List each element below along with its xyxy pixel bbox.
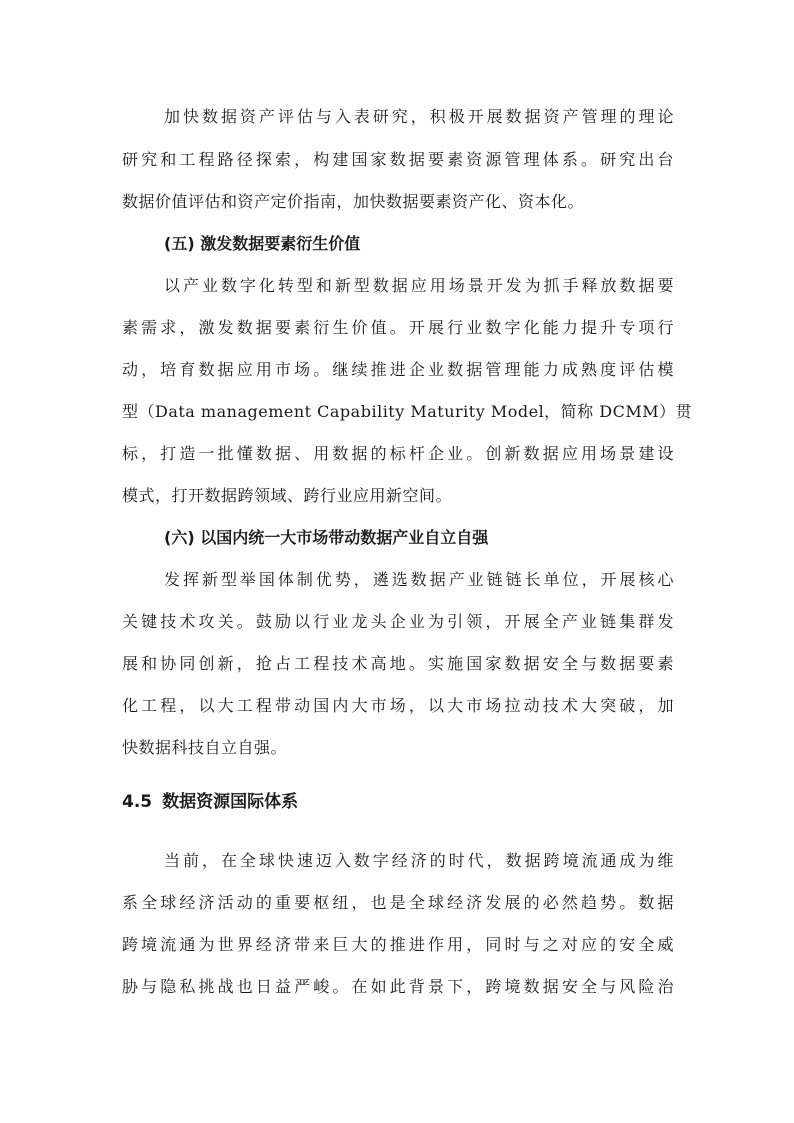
paragraph-3-line-3: 展和协同创新，抢占工程技术高地。实施国家数据安全与数据要素	[122, 654, 674, 673]
subsection-heading-5: (五) 激发数据要素衍生价值	[164, 234, 361, 253]
paragraph-4-line-3: 跨境流通为世界经济带来巨大的推进作用，同时与之对应的安全威	[122, 935, 674, 954]
paragraph-4-line-4: 胁与隐私挑战也日益严峻。在如此背景下，跨境数据安全与风险治	[122, 977, 674, 996]
paragraph-4-line-1: 当前，在全球快速迈入数字经济的时代，数据跨境流通成为维	[164, 851, 674, 870]
paragraph-2-line-2: 素需求，激发数据要素衍生价值。开展行业数字化能力提升专项行	[122, 318, 674, 337]
paragraph-4-line-2: 系全球经济活动的重要枢纽，也是全球经济发展的必然趋势。数据	[122, 893, 674, 912]
paragraph-2-line-3: 动，培育数据应用市场。继续推进企业数据管理能力成熟度评估模	[122, 360, 674, 379]
paragraph-1-line-1: 加快数据资产评估与入表研究，积极开展数据资产管理的理论	[164, 107, 674, 126]
section-heading-4-5	[122, 787, 298, 817]
paragraph-1-line-2: 研究和工程路径探索，构建国家数据要素资源管理体系。研究出台	[122, 150, 674, 169]
section-title: 数据资源国际体系	[162, 792, 299, 812]
paragraph-2-line-6: 模式，打开数据跨领域、跨行业应用新空间。	[122, 486, 453, 505]
paragraph-3-line-2: 关键技术攻关。鼓励以行业龙头企业为引领，开展全产业链集群发	[122, 612, 674, 631]
paragraph-3-line-5: 快数据科技自立自强。	[122, 738, 288, 757]
paragraph-2-line-5: 标，打造一批懂数据、用数据的标杆企业。创新数据应用场景建设	[122, 444, 674, 463]
paragraph-2-line-4: 型（Data management Capability Maturity Model，简称 DCMM）贯	[122, 402, 693, 421]
paragraph-3-line-4: 化工程，以大工程带动国内大市场，以大市场拉动技术大突破，加	[122, 696, 674, 715]
paragraph-1-line-3: 数据价值评估和资产定价指南，加快数据要素资产化、资本化。	[122, 192, 585, 211]
paragraph-3-line-1: 发挥新型举国体制优势，遴选数据产业链链长单位，开展核心	[164, 570, 674, 589]
paragraph-2-line-1: 以产业数字化转型和新型数据应用场景开发为抓手释放数据要	[164, 276, 674, 295]
section-number: 4.5	[122, 792, 153, 812]
subsection-heading-6: (六) 以国内统一大市场带动数据产业自立自强	[164, 528, 489, 547]
